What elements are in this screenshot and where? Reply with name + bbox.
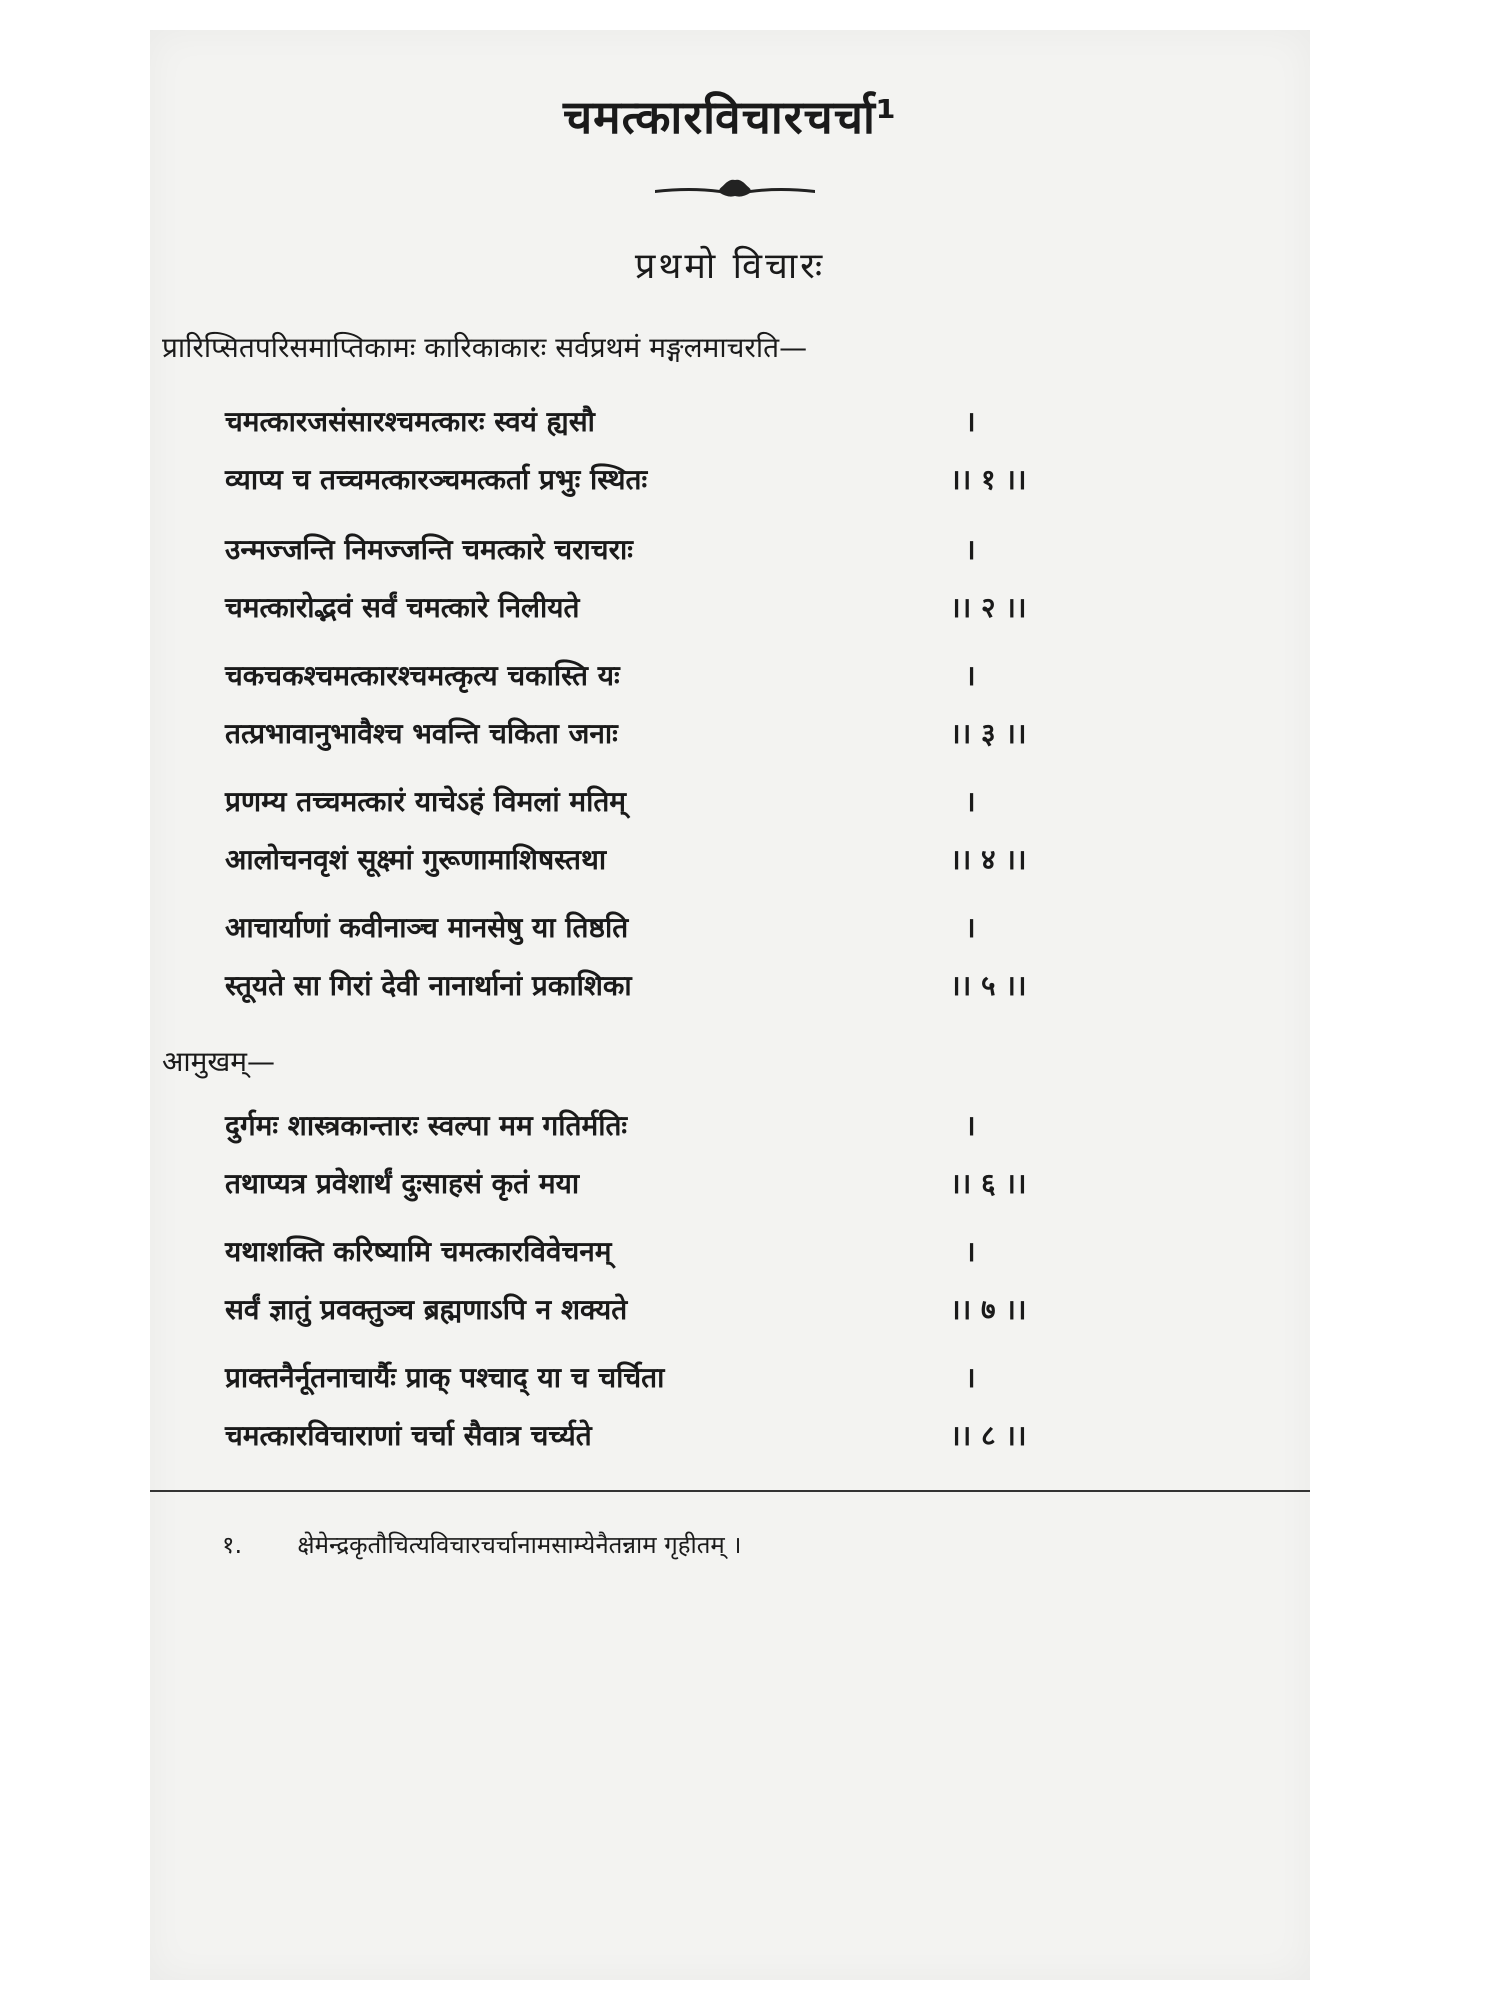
verse-number: ।। ४ ।। bbox=[950, 843, 1027, 876]
danda: । bbox=[965, 911, 976, 944]
ornament-divider bbox=[650, 168, 820, 208]
verse-3-line-2: तत्प्रभावानुभावैश्च भवन्ति चकिता जनाः bbox=[225, 717, 618, 750]
footnote-text: क्षेमेन्द्रकृतौचित्यविचारचर्चानामसाम्येनैतन्नाम गृहीतम् । bbox=[297, 1531, 742, 1559]
verse-number: ।। ८ ।। bbox=[950, 1419, 1027, 1452]
danda: । bbox=[965, 1361, 976, 1394]
verse-number: ।। १ ।। bbox=[950, 463, 1027, 496]
book-page bbox=[150, 30, 1310, 1980]
danda: । bbox=[965, 405, 976, 438]
danda: । bbox=[965, 1235, 976, 1268]
verse-6-line-2: तथाप्यत्र प्रवेशार्थं दुःसाहसं कृतं मया bbox=[225, 1167, 580, 1200]
verse-number: ।। ७ ।। bbox=[950, 1293, 1027, 1326]
danda: । bbox=[965, 533, 976, 566]
verse-6-line-1: दुर्गमः शास्त्रकान्तारः स्वल्पा मम गतिर्मतिः bbox=[225, 1109, 628, 1142]
section-heading: आमुखम्— bbox=[162, 1045, 276, 1078]
verse-8-line-2: चमत्कारविचाराणां चर्चा सैवात्र चर्च्यते bbox=[225, 1419, 592, 1452]
verse-number: ।। ३ ।। bbox=[950, 717, 1027, 750]
verse-7-line-2: सर्वं ज्ञातुं प्रवक्तुञ्च ब्रह्मणाऽपि न शक्यते bbox=[225, 1293, 628, 1326]
verse-5-line-1: आचार्याणां कवीनाञ्च मानसेषु या तिष्ठति bbox=[225, 911, 629, 944]
verse-7-line-1: यथाशक्ति करिष्यामि चमत्कारविवेचनम् bbox=[225, 1235, 612, 1268]
verse-5-line-2: स्तूयते सा गिरां देवी नानार्थानां प्रकाशिका bbox=[225, 969, 632, 1002]
footnote-marker: १. bbox=[222, 1531, 243, 1559]
footnote-rule bbox=[150, 1490, 1310, 1492]
footnote bbox=[222, 1528, 741, 1561]
intro-text: प्रारिप्सितपरिसमाप्तिकामः कारिकाकारः सर्वप्रथमं मङ्गलमाचरति— bbox=[162, 331, 808, 364]
verse-number: ।। २ ।। bbox=[950, 591, 1027, 624]
verse-number: ।। ६ ।। bbox=[950, 1167, 1027, 1200]
verse-2-line-1: उन्मज्जन्ति निमज्जन्ति चमत्कारे चराचराः bbox=[225, 533, 633, 566]
verse-number: ।। ५ ।। bbox=[950, 969, 1027, 1002]
danda: । bbox=[965, 1109, 976, 1142]
chapter-heading: प्रथमो विचारः bbox=[634, 246, 826, 287]
verse-4-line-1: प्रणम्य तच्चमत्कारं याचेऽहं विमलां मतिम् bbox=[225, 785, 627, 818]
verse-1-line-2: व्याप्य च तच्चमत्कारञ्चमत्कर्ता प्रभुः स्थितः bbox=[225, 463, 648, 496]
verse-4-line-2: आलोचनवृशं सूक्ष्मां गुरूणामाशिषस्तथा bbox=[225, 843, 607, 876]
verse-1-line-1: चमत्कारजसंसारश्चमत्कारः स्वयं ह्यसौ bbox=[225, 405, 595, 438]
verse-8-line-1: प्राक्तनैर्नूतनाचार्यैः प्राक् पश्चाद् या च चर्चिता bbox=[225, 1361, 665, 1394]
danda: । bbox=[965, 785, 976, 818]
verse-2-line-2: चमत्कारोद्भवं सर्वं चमत्कारे निलीयते bbox=[225, 591, 580, 624]
page-title: चमत्कारविचारचर्चा¹ bbox=[562, 90, 898, 144]
danda: । bbox=[965, 659, 976, 692]
verse-3-line-1: चकचकश्चमत्कारश्चमत्कृत्य चकास्ति यः bbox=[225, 659, 620, 692]
